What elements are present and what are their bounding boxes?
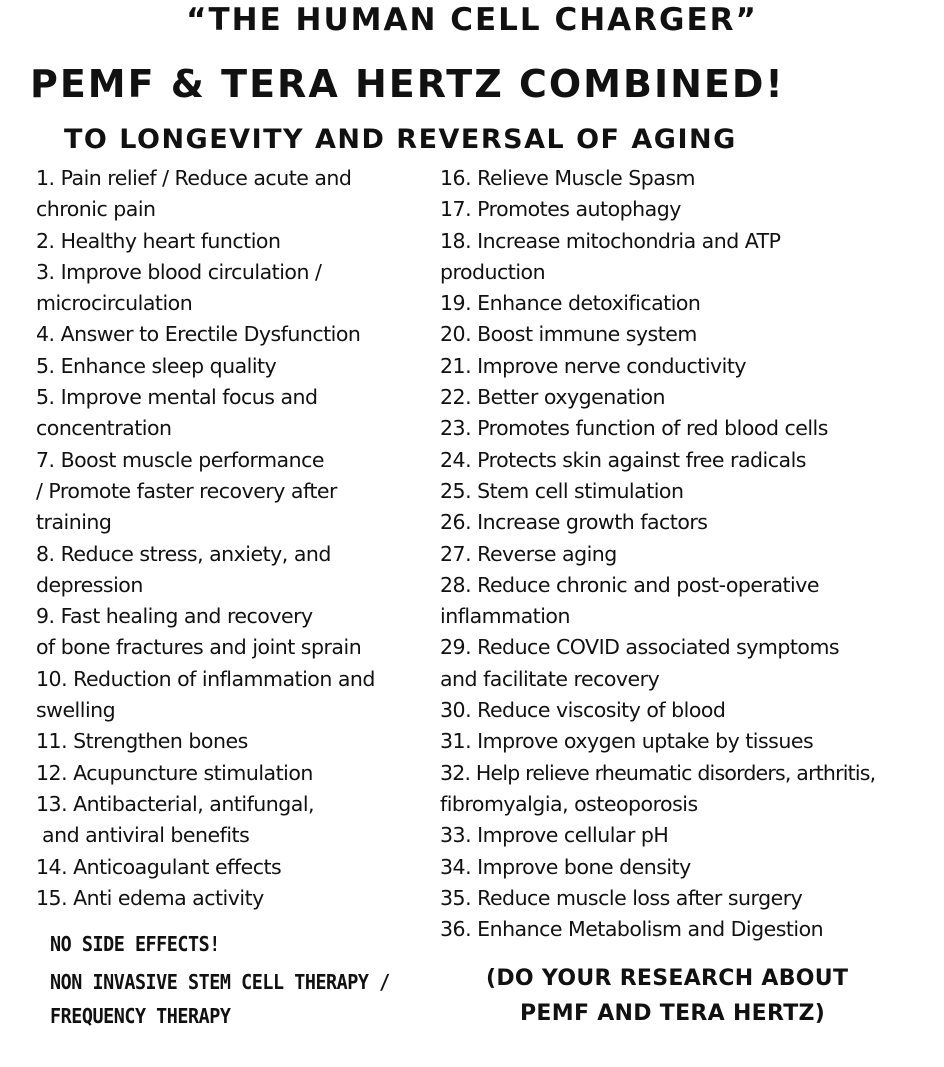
list-item: 21. Improve nerve conductivity [440,353,747,378]
list-item: 25. Stem cell stimulation [440,478,684,503]
list-item: 32. Help relieve rheumatic disorders, arthritis, [440,760,876,785]
list-item: 17. Promotes autophagy [440,197,681,222]
list-item: and facilitate recovery [440,666,660,691]
list-item: 24. Protects skin against free radicals [440,447,806,472]
list-item: 23. Promotes function of red blood cells [440,416,828,441]
list-item: 1. Pain relief / Reduce acute and [36,166,352,190]
list-item: 22. Better oxygenation [440,385,666,410]
list-item: 29. Reduce COVID associated symptoms [440,635,840,660]
list-item: 31. Improve oxygen uptake by tissues [440,729,814,754]
no-side-effects-label: NO SIDE EFFECTS! [50,932,220,956]
list-item: 4. Answer to Erectile Dysfunction [36,322,361,347]
list-item: 34. Improve bone density [440,854,691,879]
list-item: 27. Reverse aging [440,541,617,566]
list-item: 26. Increase growth factors [440,510,708,535]
list-item: 5. Improve mental focus and [36,385,318,410]
list-item: 33. Improve cellular pH [440,823,669,848]
list-item: and antiviral benefits [36,823,250,848]
list-item: chronic pain [36,197,156,222]
list-item: 30. Reduce viscosity of blood [440,698,726,723]
list-item: 28. Reduce chronic and post-operative [440,572,819,597]
list-item: 9. Fast healing and recovery [36,604,313,629]
therapy-label-line1: NON INVASIVE STEM CELL THERAPY / [50,970,390,994]
list-item: 18. Increase mitochondria and ATP [440,228,781,253]
list-item: 2. Healthy heart function [36,228,281,253]
page-title: “THE HUMAN CELL CHARGER” [186,2,758,38]
list-item: 35. Reduce muscle loss after surgery [440,885,803,910]
list-item: 12. Acupuncture stimulation [36,760,313,785]
list-item: 7. Boost muscle performance [36,447,324,472]
list-item: swelling [36,698,116,723]
list-item: / Promote faster recovery after [36,478,337,503]
benefits-list-right [440,163,944,945]
list-item: fibromyalgia, osteoporosis [440,791,698,816]
list-item: 11. Strengthen bones [36,729,248,754]
list-item: microcirculation [36,291,193,316]
list-item: of bone fractures and joint sprain [36,635,362,660]
research-note-line1: (DO YOUR RESEARCH ABOUT [486,966,849,991]
page-subtitle: PEMF & TERA HERTZ COMBINED! [30,62,785,106]
list-item: 10. Reduction of inflammation and [36,666,375,691]
list-item: 16. Relieve Muscle Spasm [440,166,696,190]
list-item: concentration [36,416,172,441]
list-item: production [440,259,546,284]
list-item: 20. Boost immune system [440,322,697,347]
list-item: depression [36,572,143,597]
list-item: 19. Enhance detoxification [440,291,701,316]
list-item: 8. Reduce stress, anxiety, and [36,541,331,566]
benefits-list-left [36,163,436,914]
list-item: inflammation [440,604,570,629]
list-item: 14. Anticoagulant effects [36,854,282,879]
list-item: training [36,510,112,535]
list-item: 3. Improve blood circulation / [36,259,322,284]
list-item: 5. Enhance sleep quality [36,353,277,378]
research-note-line2: PEMF AND TERA HERTZ) [520,1001,826,1026]
therapy-label-line2: FREQUENCY THERAPY [50,1004,231,1028]
page-tagline: TO LONGEVITY AND REVERSAL OF AGING [64,124,737,155]
list-item: 13. Antibacterial, antifungal, [36,791,315,816]
list-item: 36. Enhance Metabolism and Digestion [440,917,824,942]
list-item: 15. Anti edema activity [36,885,264,910]
